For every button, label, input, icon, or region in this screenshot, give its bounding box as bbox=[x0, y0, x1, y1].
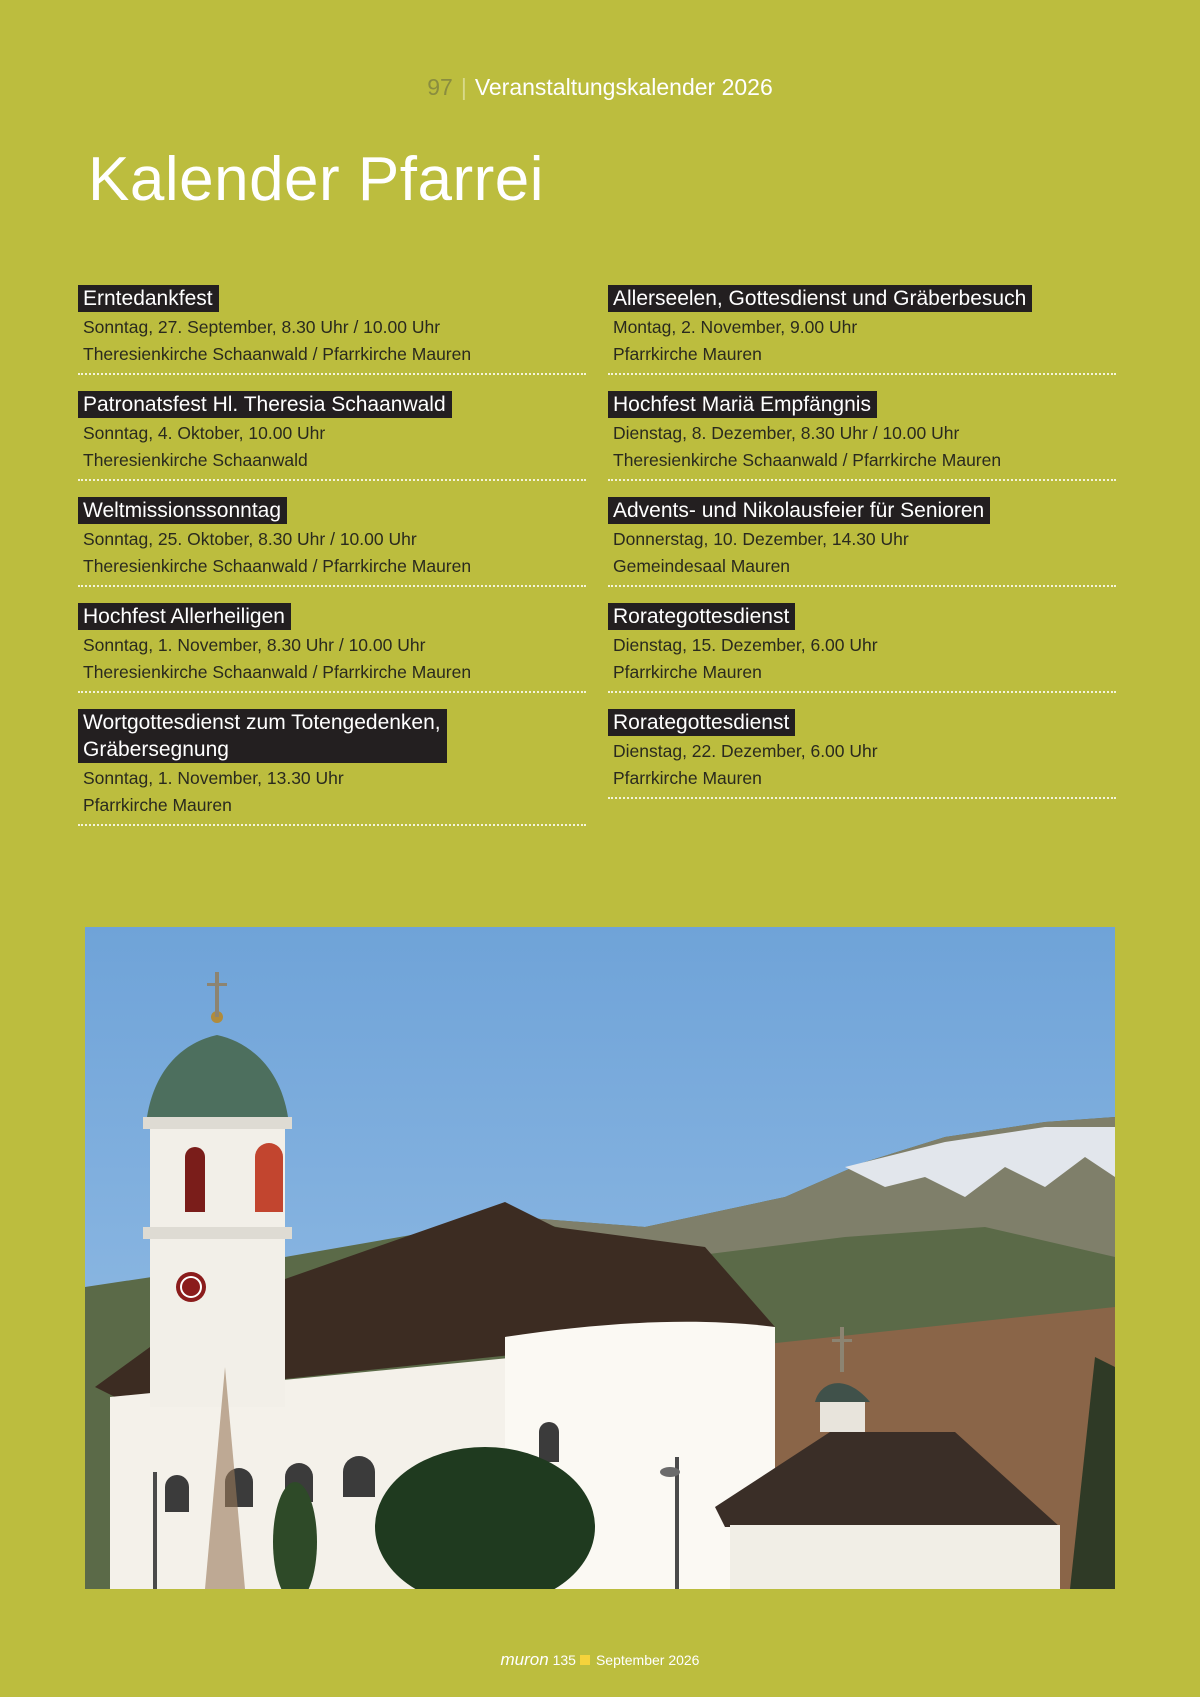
events-column-right bbox=[608, 285, 1116, 815]
page-title: Kalender Pfarrei bbox=[88, 145, 545, 214]
event-place: Gemeindesaal Mauren bbox=[613, 555, 791, 576]
event-title bbox=[78, 709, 447, 763]
footer-square-icon bbox=[580, 1655, 590, 1665]
event-item bbox=[608, 391, 1116, 481]
event-title: Allerseelen, Gottesdienst und Gräberbesuch bbox=[608, 285, 1032, 312]
event-title: Rorategottesdienst bbox=[608, 709, 795, 736]
event-title: Patronatsfest Hl. Theresia Schaanwald bbox=[78, 391, 452, 418]
event-title: Advents- und Nikolausfeier für Senioren bbox=[608, 497, 990, 524]
event-place: Pfarrkirche Mauren bbox=[613, 343, 762, 364]
event-date: Dienstag, 15. Dezember, 6.00 Uhr bbox=[613, 635, 878, 655]
event-date: Sonntag, 1. November, 13.30 Uhr bbox=[83, 768, 344, 788]
church-photo bbox=[85, 927, 1115, 1589]
footer-issue: 135 bbox=[552, 1652, 576, 1668]
event-item bbox=[78, 603, 586, 693]
event-place: Theresienkirche Schaanwald / Pfarrkirche Mauren bbox=[83, 555, 472, 576]
event-item bbox=[608, 709, 1116, 799]
events-column-left bbox=[78, 285, 586, 842]
footer-date: September 2026 bbox=[595, 1652, 700, 1668]
event-title-line-2: Gräbersegnung bbox=[83, 738, 229, 761]
event-item bbox=[78, 497, 586, 587]
event-item bbox=[608, 285, 1116, 375]
page-number: 97 bbox=[427, 74, 453, 100]
event-item bbox=[78, 391, 586, 481]
header-separator: | bbox=[460, 74, 467, 100]
event-date: Sonntag, 27. September, 8.30 Uhr / 10.00 Uhr bbox=[83, 317, 441, 337]
event-title: Weltmissionssonntag bbox=[78, 497, 287, 524]
event-date: Sonntag, 1. November, 8.30 Uhr / 10.00 Uhr bbox=[83, 635, 426, 655]
event-date: Sonntag, 4. Oktober, 10.00 Uhr bbox=[83, 423, 326, 443]
event-place: Theresienkirche Schaanwald / Pfarrkirche Mauren bbox=[613, 449, 1002, 470]
footer-brand: muron bbox=[500, 1650, 549, 1669]
event-item bbox=[608, 603, 1116, 693]
event-title-line-1: Wortgottesdienst zum Totengedenken, bbox=[83, 711, 441, 734]
event-place: Theresienkirche Schaanwald bbox=[83, 449, 308, 470]
event-place: Theresienkirche Schaanwald / Pfarrkirche Mauren bbox=[83, 661, 472, 682]
event-title: Rorategottesdienst bbox=[608, 603, 795, 630]
event-place: Pfarrkirche Mauren bbox=[83, 794, 232, 815]
event-place: Pfarrkirche Mauren bbox=[613, 767, 762, 788]
section-title: Veranstaltungskalender 2026 bbox=[474, 74, 773, 100]
event-title: Hochfest Allerheiligen bbox=[78, 603, 291, 630]
page-header bbox=[0, 74, 1200, 101]
event-date: Montag, 2. November, 9.00 Uhr bbox=[613, 317, 858, 337]
event-place: Pfarrkirche Mauren bbox=[613, 661, 762, 682]
event-date: Donnerstag, 10. Dezember, 14.30 Uhr bbox=[613, 529, 909, 549]
event-date: Dienstag, 22. Dezember, 6.00 Uhr bbox=[613, 741, 878, 761]
event-item bbox=[608, 497, 1116, 587]
event-title: Erntedankfest bbox=[78, 285, 219, 312]
event-date: Dienstag, 8. Dezember, 8.30 Uhr / 10.00 Uhr bbox=[613, 423, 960, 443]
page-footer bbox=[0, 1650, 1200, 1670]
event-title: Hochfest Mariä Empfängnis bbox=[608, 391, 877, 418]
event-date: Sonntag, 25. Oktober, 8.30 Uhr / 10.00 Uhr bbox=[83, 529, 417, 549]
event-place: Theresienkirche Schaanwald / Pfarrkirche Mauren bbox=[83, 343, 472, 364]
event-item bbox=[78, 285, 586, 375]
event-item bbox=[78, 709, 586, 826]
